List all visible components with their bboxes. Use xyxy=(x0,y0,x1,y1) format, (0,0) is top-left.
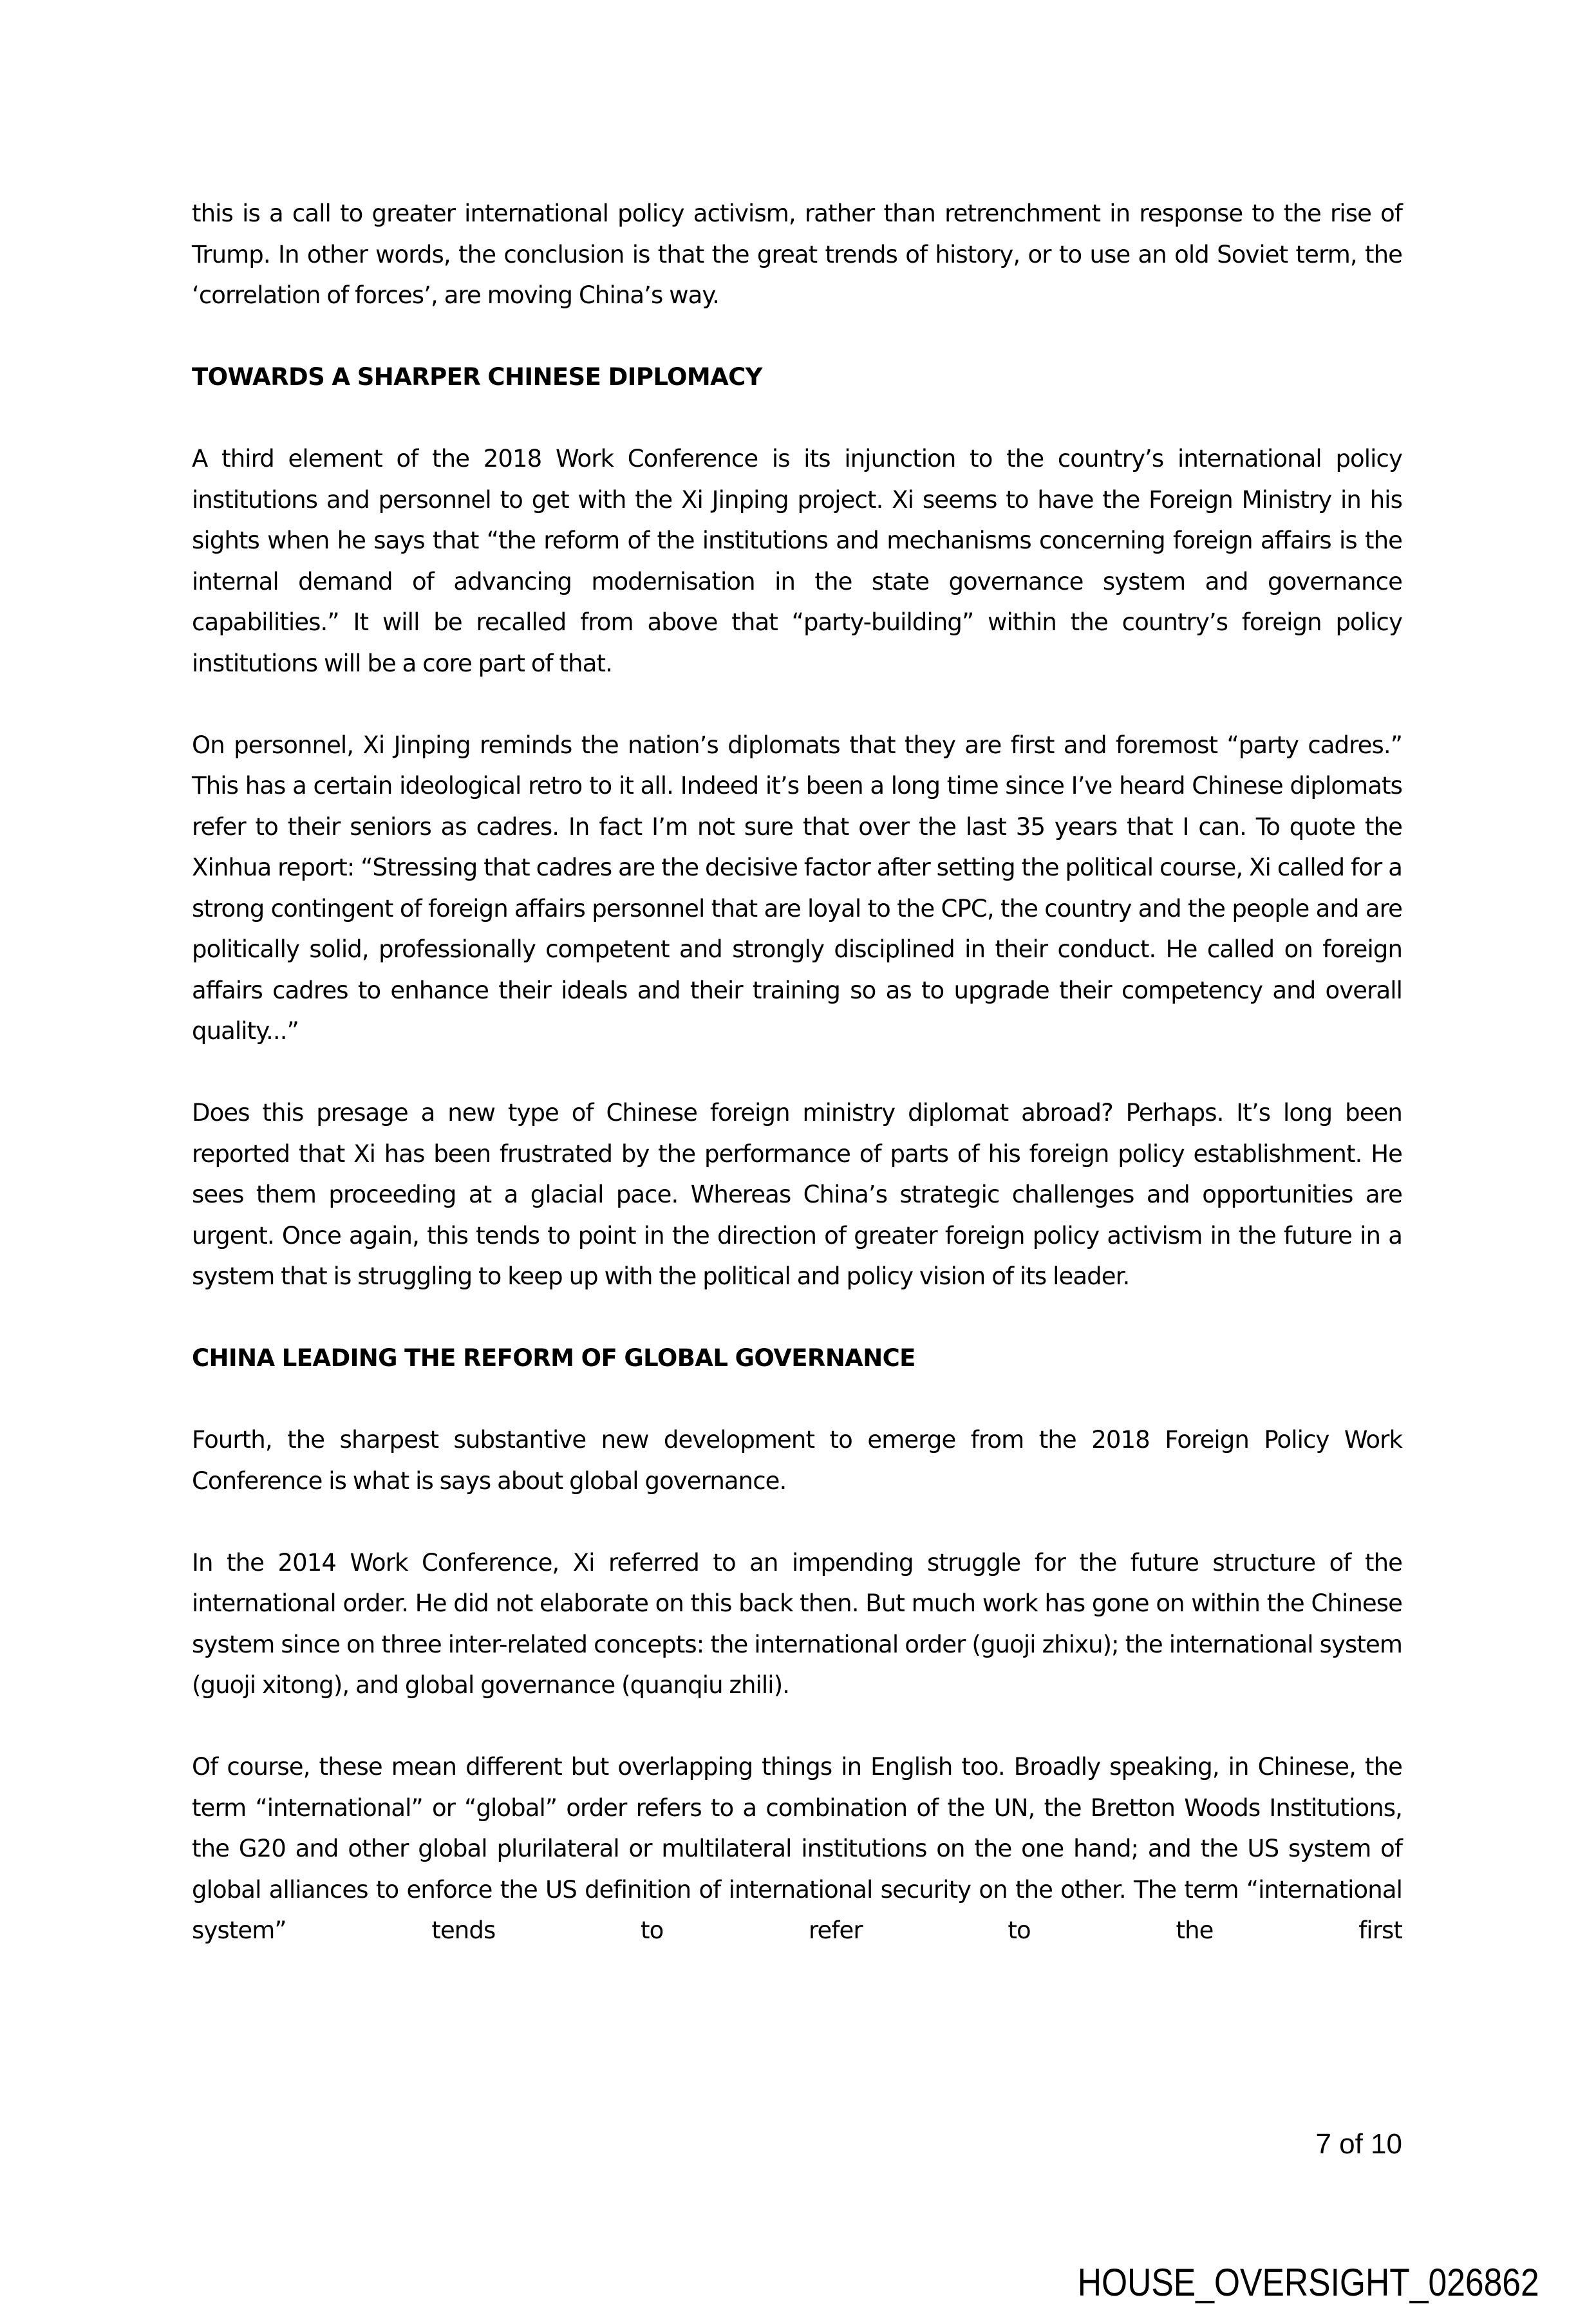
paragraph-on-personnel: On personnel, Xi Jinping reminds the nation’s diplomats that they are first and foremost “party cadres.” This has a certain ideological retro to it all. Indeed it’s been a long time since I’ve heard Chinese diplomats refer to their seniors as cadres. In fact I’m not sure that over the last 35 years that I can. To quote the Xinhua report: “Stressing that cadres are the decisive factor after setting the political course, Xi called for a strong contingent of foreign affairs personnel that are loyal to the CPC, the country and the people and are politically solid, professionally competent and strongly disciplined in their conduct. He called on foreign affairs cadres to enhance their ideals and their training so as to upgrade their competency and overall quality...” xyxy=(192,731,1402,1045)
document-body xyxy=(192,193,1402,1992)
section-heading-global-governance: CHINA LEADING THE REFORM OF GLOBAL GOVERNANCE xyxy=(192,1344,915,1372)
paragraph-fourth-development: Fourth, the sharpest substantive new development to emerge from the 2018 Foreign Policy Work Conference is what is says about global governance. xyxy=(192,1426,1402,1495)
paragraph-trump-activism: this is a call to greater international policy activism, rather than retrenchment in response to the rise of Trump. In other words, the conclusion is that the great trends of history, or to use an old Soviet term, the ‘correlation of forces’, are moving China’s way. xyxy=(192,200,1402,309)
paragraph-of-course: Of course, these mean different but overlapping things in English too. Broadly speaking, in Chinese, the term “international” or “global” order refers to a combination of the UN, the Bretton Woods Institutions, the G20 and other global plurilateral or multilateral institutions on the one hand; and the US system of global alliances to enforce the US definition of international security on the other. The term “international system” tends to refer to the first xyxy=(192,1753,1402,1944)
paragraph-new-type-diplomat: Does this presage a new type of Chinese foreign ministry diplomat abroad? Perhaps. It’s long been reported that Xi has been frustrated by the performance of parts of his foreign policy establishment. He sees them proceeding at a glacial pace. Whereas China’s strategic challenges and opportunities are urgent. Once again, this tends to point in the direction of greater foreign policy activism in the future in a system that is struggling to keep up with the political and policy vision of its leader. xyxy=(192,1099,1402,1290)
paragraph-third-element: A third element of the 2018 Work Conference is its injunction to the country’s international policy institutions and personnel to get with the Xi Jinping project. Xi seems to have the Foreign Ministry in his sights when he says that “the reform of the institutions and mechanisms concerning foreign affairs is the internal demand of advancing modernisation in the state governance system and governance capabilities.” It will be recalled from above that “party-building” within the country’s foreign policy institutions will be a core part of that. xyxy=(192,445,1402,677)
page-number: 7 of 10 xyxy=(1315,2128,1402,2160)
paragraph-2014-conference: In the 2014 Work Conference, Xi referred to an impending struggle for the future structure of the international order. He did not elaborate on this back then. But much work has gone on within the Chinese system since on three inter-related concepts: the international order (guoji zhixu); the international system (guoji xitong), and global governance (quanqiu zhili). xyxy=(192,1548,1402,1699)
section-heading-sharper-diplomacy: TOWARDS A SHARPER CHINESE DIPLOMACY xyxy=(192,363,762,391)
document-id-stamp: HOUSE_OVERSIGHT_026862 xyxy=(1078,2261,1539,2304)
